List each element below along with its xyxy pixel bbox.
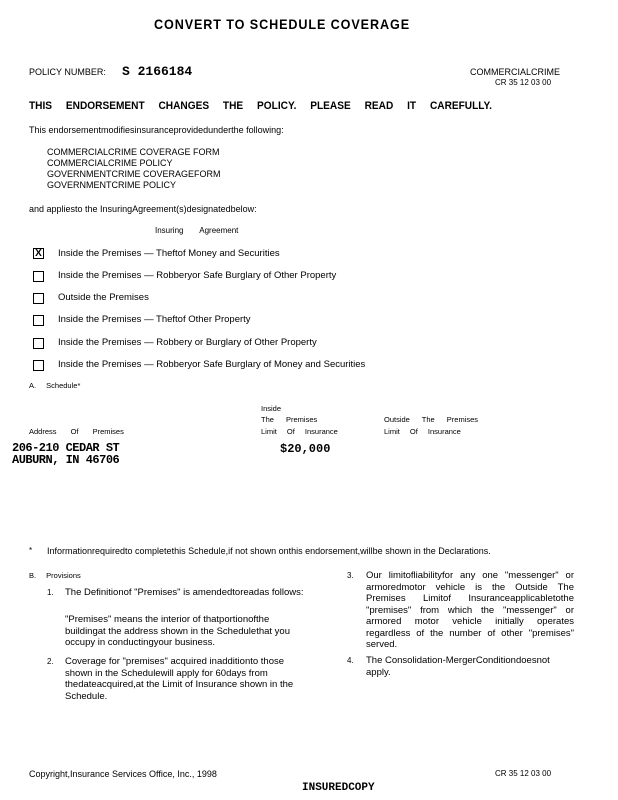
page-title: CONVERT TO SCHEDULE COVERAGE xyxy=(154,16,410,32)
form-number: CR 35 12 03 00 xyxy=(495,78,552,87)
outside-header-line1: Outside The Premises xyxy=(384,415,479,424)
schedule-label: A. Schedule* xyxy=(29,381,81,390)
endorsement-notice: THIS ENDORSEMENT CHANGES THE POLICY. PLEASE READ IT CAREFULLY. xyxy=(29,100,492,112)
inside-header-line3: Limit Of Insurance xyxy=(261,427,338,436)
agreement-checkbox[interactable]: X xyxy=(33,248,44,259)
inside-limit-value: $20,000 xyxy=(280,442,331,456)
premises-address-line1: 206-210 CEDAR ST xyxy=(12,441,120,455)
provision-text: The Definitionof "Premises" is amendedtoreadas follows: xyxy=(65,587,304,598)
applies-text: and appliesto the InsuringAgreement(s)designatedbelow: xyxy=(29,204,257,214)
agreement-label: Inside the Premises — Theftof Money and Securities xyxy=(58,248,280,259)
inside-header-line1: Inside xyxy=(261,404,282,413)
provision-text: The Consolidation-MergerConditiondoesnot apply. xyxy=(366,655,550,678)
agreement-label: Inside the Premises — Robberyor Safe Burglary of Money and Securities xyxy=(58,359,366,370)
agreement-checkbox[interactable] xyxy=(33,360,44,371)
footnote-mark: * xyxy=(29,546,33,555)
form-list-item: GOVERNMENTCRIME POLICY xyxy=(47,180,177,190)
premises-address-line2: AUBURN, IN 46706 xyxy=(12,453,120,467)
agreement-checkbox[interactable] xyxy=(33,271,44,282)
agreement-label: Inside the Premises — Robberyor Safe Burglary of Other Property xyxy=(58,270,337,281)
policy-number-label: POLICY NUMBER: xyxy=(29,67,106,77)
provision-number: 3. xyxy=(347,571,354,580)
inside-header-line2: The Premises xyxy=(261,415,318,424)
provision-number: 4. xyxy=(347,656,354,665)
form-list-item: COMMERCIALCRIME COVERAGE FORM xyxy=(47,147,220,157)
footnote-text: Informationrequiredto completethis Schedule,if not shown onthis endorsement,willbe shown in the Declarations. xyxy=(47,546,491,556)
agreement-checkbox[interactable] xyxy=(33,293,44,304)
provision-text: Coverage for "premises" acquired inadditionto those shown in the Schedulewill apply for 60days from thedateacquired,at the Limit of Insurance shown in the Schedule. xyxy=(65,656,294,702)
provision-text: Our limitofliabilityfor any one "messenger" or armoredmotor vehicle is the Outside The Premises Limitof Insuranceapplicabletothe "premises" from which the "messenger" or armored motor vehicle initially operates regardless of the number of other "premises" served. xyxy=(366,570,574,650)
form-name: COMMERCIALCRIME xyxy=(470,67,561,77)
insuring-agreement-header: Insuring Agreement xyxy=(155,226,239,235)
agreement-label: Inside the Premises — Theftof Other Property xyxy=(58,314,251,325)
address-header: Address Of Premises xyxy=(29,427,124,436)
outside-header-line2: Limit Of Insurance xyxy=(384,427,461,436)
agreement-checkbox[interactable] xyxy=(33,338,44,349)
policy-number: S 2166184 xyxy=(122,64,193,79)
agreement-checkbox[interactable] xyxy=(33,315,44,326)
footer-form-number: CR 35 12 03 00 xyxy=(495,769,552,778)
intro-text: This endorsementmodifiesinsuranceprovidedunderthe following: xyxy=(29,125,284,135)
premises-definition: "Premises" means the interior of thatportionofthe buildingat the address shown in the Schedulethat you occupy in conductingyour business. xyxy=(65,614,290,648)
agreement-label: Outside the Premises xyxy=(58,292,149,303)
form-list-item: COMMERCIALCRIME POLICY xyxy=(47,158,173,168)
provisions-label: B. Provisions xyxy=(29,571,81,580)
provision-number: 1. xyxy=(47,588,54,597)
insured-copy-stamp: INSUREDCOPY xyxy=(302,782,375,794)
agreement-label: Inside the Premises — Robbery or Burglary of Other Property xyxy=(58,337,317,348)
copyright: Copyright,Insurance Services Office, Inc., 1998 xyxy=(29,769,217,779)
provision-number: 2. xyxy=(47,657,54,666)
form-list-item: GOVERNMENTCRIME COVERAGEFORM xyxy=(47,169,221,179)
